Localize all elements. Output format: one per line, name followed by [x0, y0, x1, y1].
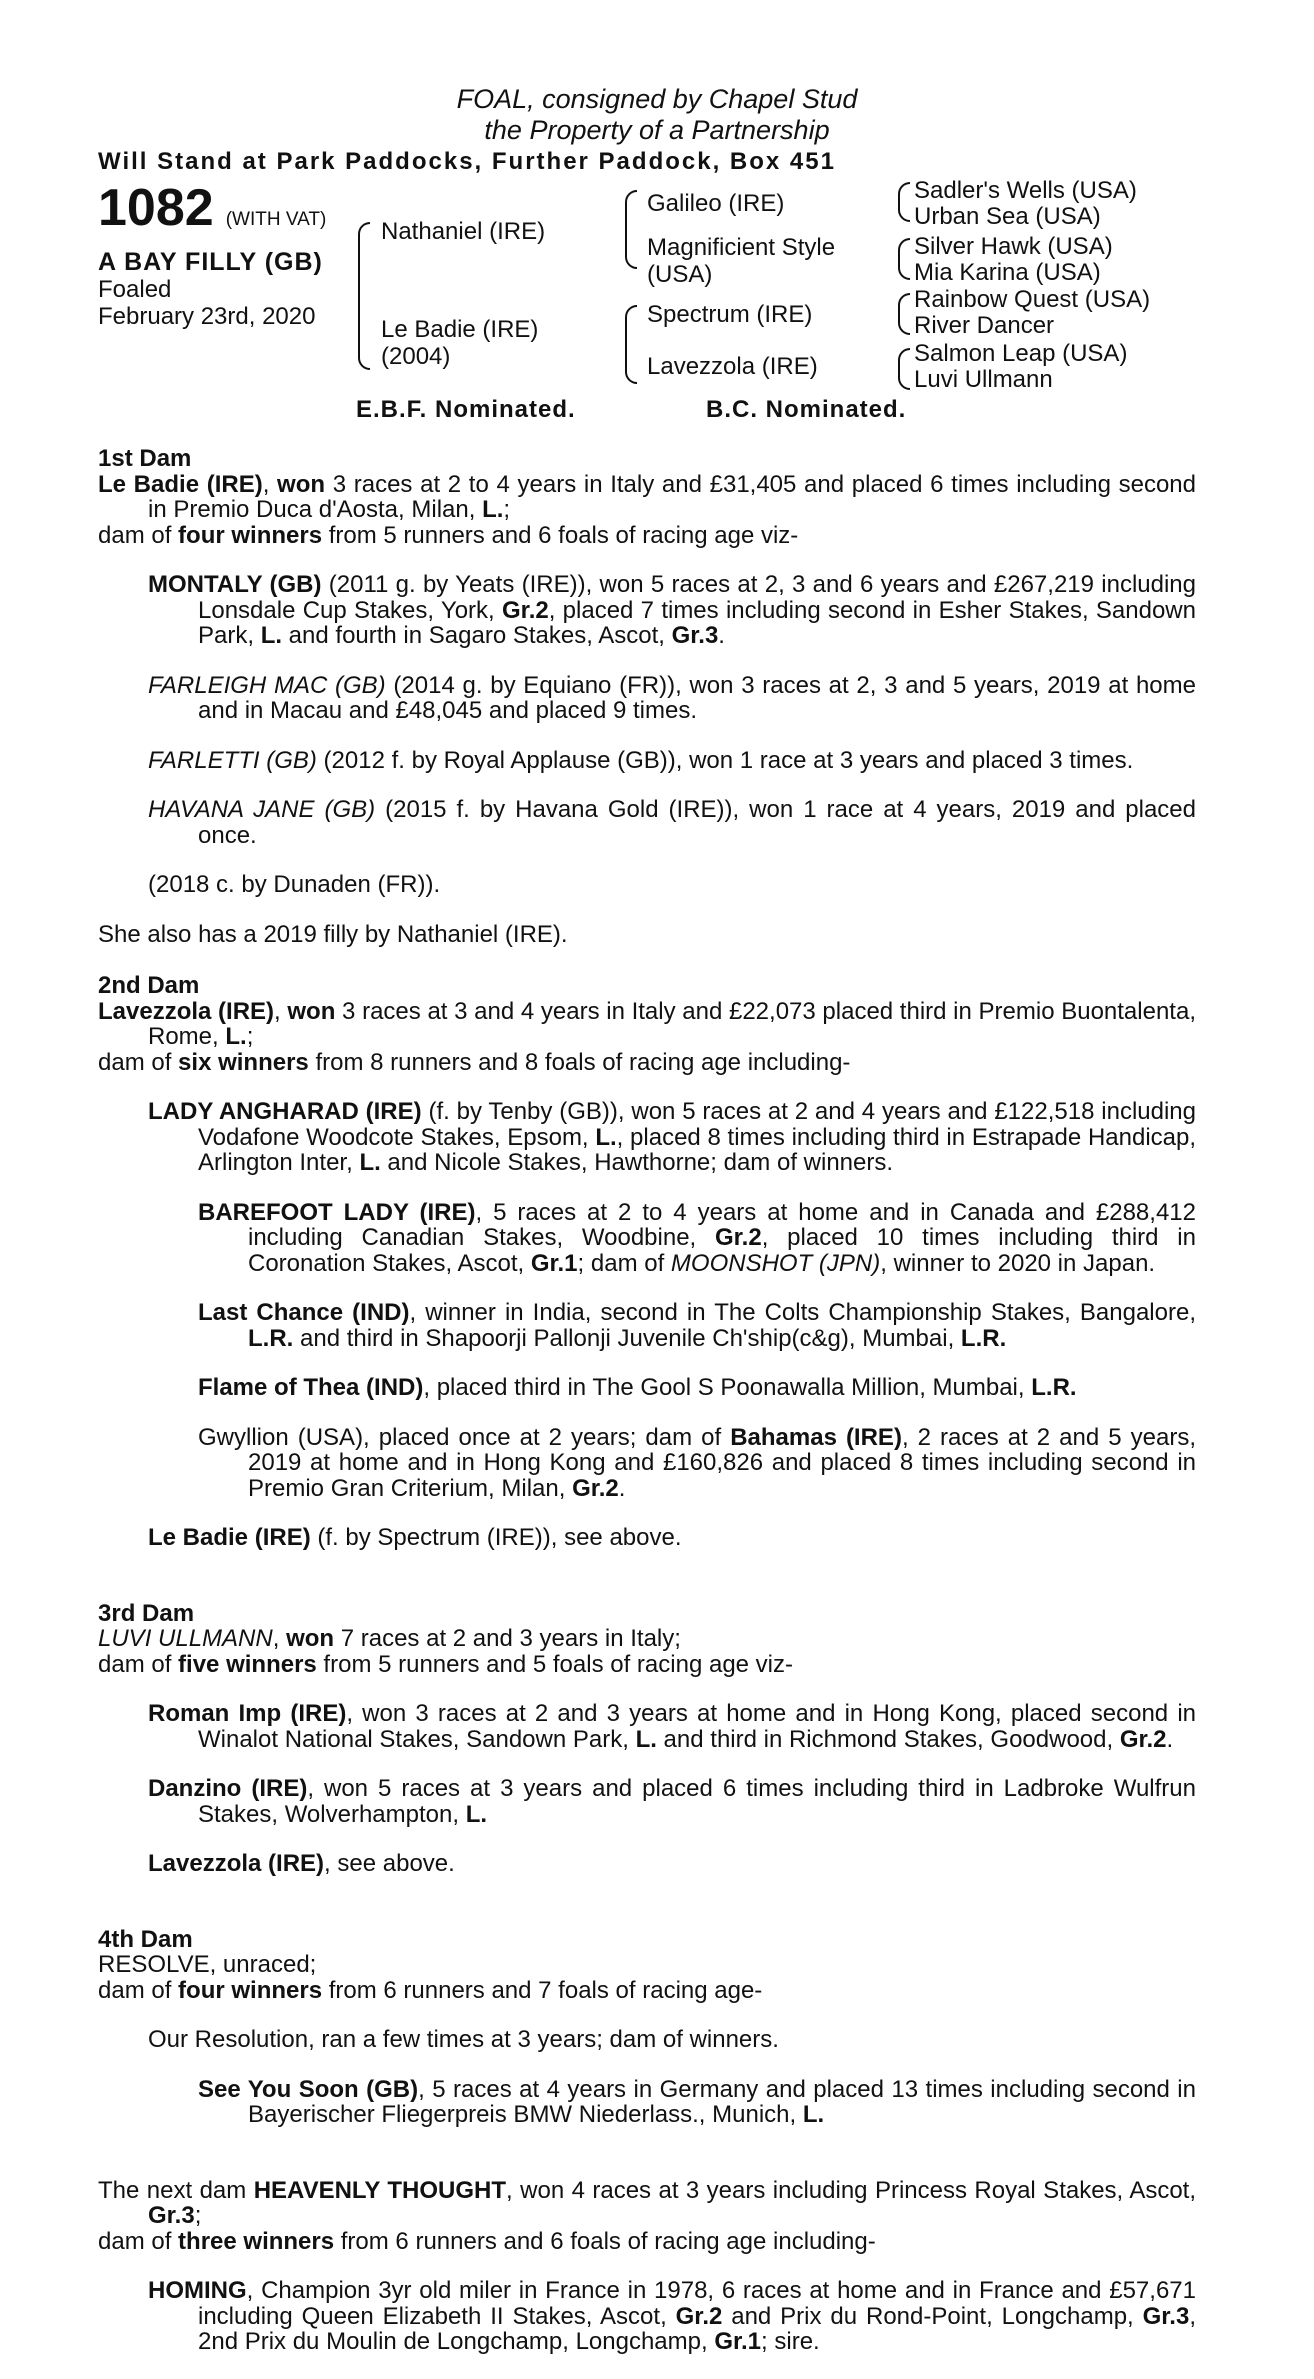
lot-number [98, 178, 326, 238]
second-dam-record: Lavezzola (IRE), won 3 races at 3 and 4 years in Italy and £22,073 placed third in Premio Buontalenta, Rome, L.; [98, 997, 1196, 1050]
produce-2018-colt: (2018 c. by Dunaden (FR)). [148, 871, 441, 898]
produce-lavezzola: Lavezzola (IRE), see above. [148, 1850, 455, 1877]
pedigree-sire-dam-line1: Magnificient Style [647, 234, 836, 261]
stand-location: Will Stand at Park Paddocks, Further Paddock, Box 451 [98, 148, 836, 175]
produce-2019-filly: She also has a 2019 filly by Nathaniel (IRE). [98, 920, 568, 948]
pedigree-sss: Sadler's Wells (USA) [914, 177, 1137, 204]
pedigree-brace-gen1 [358, 222, 370, 370]
property-line: the Property of a Partnership [484, 115, 830, 145]
produce-farleigh-mac: FARLEIGH MAC (GB) (2014 g. by Equiano (FR)), won 3 races at 2, 3 and 5 years, 2019 at home and in Macau and £48,045 and placed 9 times. [148, 671, 1196, 724]
vat-note: (WITH VAT) [225, 209, 327, 230]
next-dam-record: The next dam HEAVENLY THOUGHT, won 4 races at 3 years including Princess Royal Stakes, Ascot, Gr.3; [98, 2176, 1197, 2229]
pedigree-brace-dd [898, 348, 910, 390]
produce-barefoot-lady: BAREFOOT LADY (IRE), 5 races at 2 to 4 years at home and in Canada and £288,412 including Canadian Stakes, Woodbine, Gr.2, placed 10 times including third in Coronation Stakes, Ascot, Gr.1; dam of MOONSHOT (JPN), winner to 2020 in Japan. [198, 1198, 1196, 1277]
first-dam-produce-summary: dam of four winners from 5 runners and 6 foals of racing age viz- [98, 521, 799, 549]
pedigree-sire-dam-line2: (USA) [647, 261, 713, 288]
first-dam-title: 1st Dam [98, 445, 192, 472]
pedigree-sire-sire: Galileo (IRE) [647, 190, 785, 217]
produce-le-badie: Le Badie (IRE) (f. by Spectrum (IRE)), see above. [148, 1524, 682, 1551]
pedigree-dam-line1: Le Badie (IRE) [381, 316, 539, 343]
lot-description: A BAY FILLY (GB) [98, 248, 323, 276]
first-dam-section [98, 446, 1196, 947]
produce-flame-of-thea: Flame of Thea (IND), placed third in The Gool S Poonawalla Million, Mumbai, L.R. [198, 1374, 1077, 1401]
consignor-line: FOAL, consigned by Chapel Stud [456, 84, 858, 114]
ebf-nominated: E.B.F. Nominated. [356, 396, 576, 423]
pedigree-dam-line2: (2004) [381, 343, 451, 370]
third-dam-record: LUVI ULLMANN, won 7 races at 2 and 3 years in Italy; [98, 1625, 681, 1652]
fourth-dam-title: 4th Dam [98, 1925, 193, 1953]
lot-number-value: 1082 [98, 179, 214, 237]
next-dam-section [98, 2178, 1196, 2355]
second-dam-produce-summary: dam of six winners from 8 runners and 8 foals of racing age including- [98, 1048, 851, 1076]
fourth-dam-record: RESOLVE, unraced; [98, 1951, 317, 1978]
third-dam-title: 3rd Dam [98, 1599, 195, 1627]
produce-lady-angharad: LADY ANGHARAD (IRE) (f. by Tenby (GB)), won 5 races at 2 and 4 years and £122,518 including Vodafone Woodcote Stakes, Epsom, L., placed 8 times including third in Estrapade Handicap, Arlington Inter, L. and Nicole Stakes, Hawthorne; dam of winners. [148, 1098, 1197, 1176]
second-dam-title: 2nd Dam [98, 972, 200, 999]
produce-havana-jane: HAVANA JANE (GB) (2015 f. by Havana Gold (IRE)), won 1 race at 4 years, 2019 and placed once. [148, 796, 1197, 849]
pedigree-dds: Salmon Leap (USA) [914, 340, 1128, 367]
produce-last-chance: Last Chance (IND), winner in India, second in The Colts Championship Stakes, Bangalore, L.R. and third in Shapoorji Pallonji Juvenile Ch'ship(c&g), Mumbai, L.R. [198, 1299, 1196, 1352]
pedigree-dsd: River Dancer [914, 312, 1055, 339]
pedigree-sdd: Mia Karina (USA) [914, 259, 1101, 286]
pedigree-brace-sire [625, 190, 637, 269]
produce-farletti: FARLETTI (GB) (2012 f. by Royal Applause (GB)), won 1 race at 3 years and placed 3 times. [148, 746, 1134, 774]
pedigree-ssd: Urban Sea (USA) [914, 203, 1101, 230]
pedigree-brace-dam [625, 305, 637, 384]
fourth-dam-produce-summary: dam of four winners from 6 runners and 7 foals of racing age- [98, 1976, 763, 2004]
pedigree-ddd: Luvi Ullmann [914, 366, 1053, 393]
produce-roman-imp: Roman Imp (IRE), won 3 races at 2 and 3 years at home and in Hong Kong, placed second in Winalot National Stakes, Sandown Park, L. and third in Richmond Stakes, Goodwood, Gr.2. [148, 1700, 1197, 1753]
pedigree-sds: Silver Hawk (USA) [914, 233, 1113, 260]
third-dam-section [98, 1601, 1196, 1877]
third-dam-produce-summary: dam of five winners from 5 runners and 5 foals of racing age viz- [98, 1650, 794, 1678]
second-dam-section [98, 973, 1196, 1551]
fourth-dam-section [98, 1927, 1196, 2128]
pedigree-brace-ds [898, 293, 910, 335]
produce-gwyllion: Gwyllion (USA), placed once at 2 years; dam of Bahamas (IRE), 2 races at 2 and 5 years, 2019 at home and in Hong Kong and £160,826 and placed 8 times including second in Premio Gran Criterium, Milan, Gr.2. [198, 1423, 1196, 1502]
pedigree-dam-dam: Lavezzola (IRE) [647, 353, 818, 380]
first-dam-record: Le Badie (IRE), won 3 races at 2 to 4 years in Italy and £31,405 and placed 6 times including second in Premio Duca d'Aosta, Milan, L.; [98, 470, 1196, 523]
bc-nominated: B.C. Nominated. [706, 396, 907, 423]
produce-montaly: MONTALY (GB) (2011 g. by Yeats (IRE)), won 5 races at 2, 3 and 6 years and £267,219 including Lonsdale Cup Stakes, York, Gr.2, placed 7 times including second in Esher Stakes, Sandown Park, L. and fourth in Sagaro Stakes, Ascot, Gr.3. [148, 571, 1196, 649]
produce-homing: HOMING, Champion 3yr old miler in France in 1978, 6 races at home and in France and £57,671 including Queen Elizabeth II Stakes, Ascot, Gr.2 and Prix du Rond-Point, Longchamp, Gr.3, 2nd Prix du Moulin de Longchamp, Longchamp, Gr.1; sire. [148, 2277, 1196, 2355]
produce-see-you-soon: See You Soon (GB), 5 races at 4 years in Germany and placed 13 times including second in Bayerischer Fliegerpreis BMW Niederlass., Munich, L. [198, 2075, 1196, 2128]
foaled-label: Foaled [98, 276, 172, 303]
pedigree-sire: Nathaniel (IRE) [381, 218, 546, 245]
pedigree-dss: Rainbow Quest (USA) [914, 286, 1151, 313]
dam-records [98, 446, 1196, 2379]
produce-our-resolution: Our Resolution, ran a few times at 3 years; dam of winners. [148, 2026, 779, 2053]
foaled-date: February 23rd, 2020 [98, 303, 316, 330]
pedigree-dam-sire: Spectrum (IRE) [647, 301, 813, 328]
first-dam-name: Le Badie (IRE) [98, 470, 263, 498]
pedigree-brace-ss [898, 182, 910, 222]
produce-danzino: Danzino (IRE), won 5 races at 3 years and placed 6 times including third in Ladbroke Wulfrun Stakes, Wolverhampton, L. [148, 1775, 1196, 1828]
pedigree-brace-sd [898, 238, 910, 280]
next-dam-produce-summary: dam of three winners from 6 runners and 6 foals of racing age including- [98, 2227, 876, 2255]
